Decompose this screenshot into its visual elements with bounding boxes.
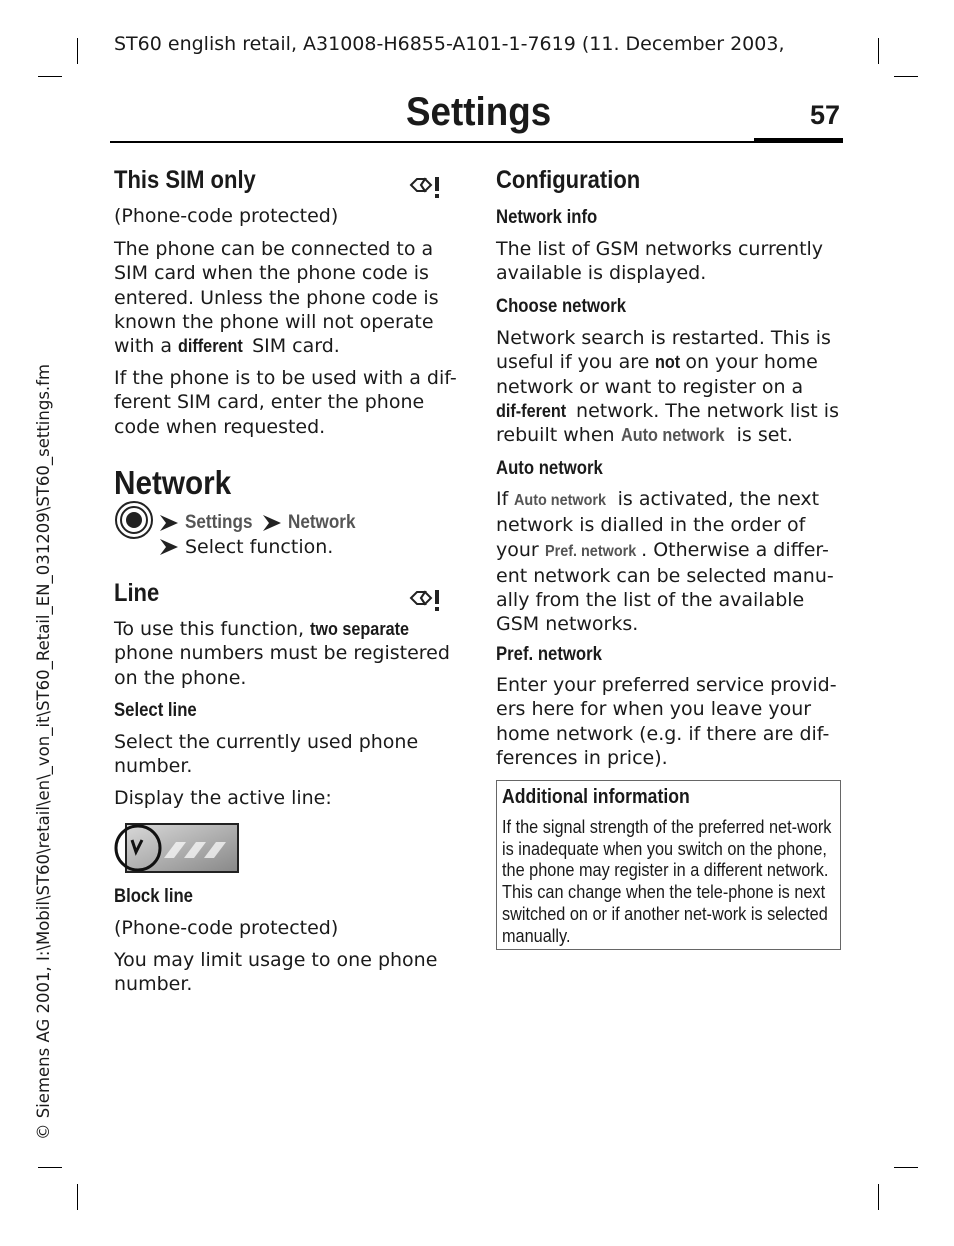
display-active-line-text: Display the active line: — [114, 787, 332, 809]
crop-mark — [878, 38, 879, 64]
running-header: ST60 english retail, A31008-H6855-A101-1-7619 (11. December 2003, — [114, 33, 785, 55]
path-network: Network — [287, 512, 356, 533]
this-sim-paragraph-2: If the phone is to be used with a dif-ferent SIM card, enter the phone code when requested. — [114, 367, 457, 438]
arrow-right-icon — [160, 515, 178, 531]
crop-mark — [77, 38, 78, 64]
phone-code-protected-icon — [408, 174, 442, 200]
network-heading: Network — [114, 464, 232, 501]
page-number: 57 — [810, 100, 841, 130]
title-rule — [110, 141, 754, 143]
choose-network-text: Network search is restarted. This is useful if you are not on your home network or want to register on a dif-ferent network. The network list is rebuilt when Auto network is set. — [496, 327, 839, 447]
pref-network-heading: Pref. network — [496, 644, 602, 665]
this-sim-heading: This SIM only — [114, 166, 256, 194]
network-info-text: The list of GSM networks currently available is displayed. — [496, 238, 824, 285]
select-line-text: Select the currently used phone number. — [114, 731, 419, 778]
arrow-right-icon — [263, 515, 281, 531]
path-settings: Settings — [185, 512, 253, 533]
arrow-right-icon — [160, 539, 178, 555]
page-number-rule — [754, 138, 843, 143]
configuration-heading: Configuration — [496, 166, 641, 194]
this-sim-note: (Phone-code protected) — [114, 205, 339, 227]
select-line-heading: Select line — [114, 700, 197, 721]
network-select-function: Select function. — [160, 536, 333, 558]
line-heading: Line — [114, 579, 160, 607]
active-line-display-icon — [114, 822, 242, 876]
side-file-path: © Siemens AG 2001, I:\Mobil\ST60\retail\en\_von_it\ST60_Retail_EN_031209\ST60_settings.fm — [34, 363, 53, 1140]
crop-mark — [77, 1184, 78, 1210]
phone-code-protected-icon — [408, 587, 442, 613]
network-menu-path — [160, 512, 358, 534]
additional-information-box — [496, 780, 841, 950]
network-info-heading: Network info — [496, 207, 598, 228]
block-line-text: You may limit usage to one phone number. — [114, 949, 438, 996]
crop-mark — [878, 1184, 879, 1210]
this-sim-paragraph-1: The phone can be connected to a SIM card when the phone code is entered. Unless the phone code is known the phone will not operate with a different SIM card. — [114, 238, 439, 358]
crop-mark — [38, 76, 62, 77]
auto-network-text: If Auto network is activated, the next network is dialled in the order of your Pref. network . Otherwise a differ-ent network can be selected manu-ally from the list of the available GSM networks. — [496, 488, 834, 636]
block-line-note: (Phone-code protected) — [114, 917, 339, 939]
choose-network-heading: Choose network — [496, 296, 627, 317]
crop-mark — [38, 1167, 62, 1168]
pref-network-text: Enter your preferred service provid-ers here for when you leave your home network (e.g. if there are dif-ferences in price). — [496, 674, 837, 769]
block-line-heading: Block line — [114, 886, 193, 907]
page-title: Settings — [406, 90, 552, 134]
info-box-title: Additional information — [502, 786, 690, 808]
line-paragraph: To use this function, two separate phone numbers must be registered on the phone. — [114, 618, 450, 689]
crop-mark — [894, 76, 918, 77]
info-box-body: If the signal strength of the preferred net-work is inadequate when you switch on the phone, the phone may register in a different network. This can change when the tele-phone is next switched on or if another net-work is selected manually. — [502, 816, 832, 946]
crop-mark — [894, 1167, 918, 1168]
navigation-key-icon — [114, 500, 154, 540]
auto-network-heading: Auto network — [496, 458, 603, 479]
